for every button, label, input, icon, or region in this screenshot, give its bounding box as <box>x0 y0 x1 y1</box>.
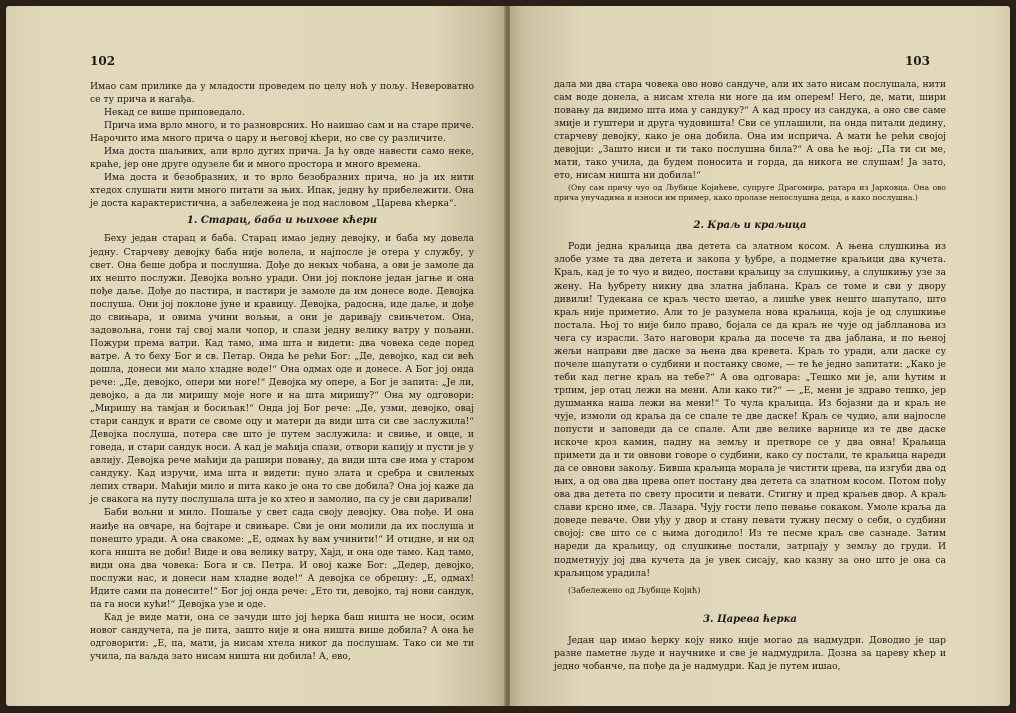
left-page <box>6 6 506 706</box>
source-note: (Ову сам причу чуо од Љубице Којићеве, супруге Драгомира, ратара из Јарковца. Она ово прича унучадима и износи им пример, како пролазе непослушна деца, а како послушна.) <box>554 183 946 203</box>
story-heading: 3. Царева ћерка <box>703 613 797 625</box>
paragraph: дала ми два стара човека ово ново сандуче, али их зато нисам послушала, нити сам воде донела, а нисам хтела ни ноге да им оперем! Него, де, мати, шири повању да видимо шта има у сандуку?“ А кад просу из сандука, а оно све саме змије и гуштери и друга чудовишта! Сви се уплашили, па онда питали дедину, старчеву девојку, како је она добила. Она им исприча. А мати ће рећи својој девојци: „Зашто ниси и ти тако послушна била?“ А ова ће њој: „Па ти си ме, мати, тако учила, да будем поносита и горда, да никога не слушам! Ја зато, ето, нисам ништа ни добила!“ <box>554 79 946 182</box>
paragraph: Има доста шаљивих, али врло дугих прича. Ја ћу овде навести само неке, краће, јер оне друге одузеле би и много простора и много времена. <box>90 146 474 171</box>
paragraph: Кад је виде мати, она се зачуди што јој ћерка баш ништа не носи, осим новог сандучета, па је пита, зашто није и она ништа више добила? А она ће одговорити: „Е, па, мати, ја нисам хтела никог да послушам. Тако си ме ти учила, па ваљда зато нисам ништа ни добила! А, ево, <box>90 611 474 662</box>
paragraph: Један цар имао ћерку коју нико није могао да надмудри. Доводио је цар разне паметне људе и научнике и све је надмудрила. Дозна за цареву кћер и једно чобанче, па пође да је надмудри. Кад је путем ишао, <box>554 634 946 672</box>
paragraph: Прича има врло много, и то разноврсних. Но наишао сам и на старе приче. Нарочито има много прича о цару и његовој кћери, но све су различите. <box>90 120 474 145</box>
right-page-text <box>554 78 946 673</box>
story-heading: 1. Старац, баба и њихове кћери <box>186 215 378 227</box>
paragraph: Има доста и безобразних, и то врло безобразних прича, но ја их нити хтедох слушати нити много питати за њих. Ипак, једну ћу прибележити. Она је доста карактеристична, а забележена је под насловом „Царева кћерка“. <box>90 172 474 210</box>
story-heading: 2. Краљ и краљица <box>693 220 807 232</box>
source-note: (Забележено од Љубице Којић) <box>568 585 701 595</box>
right-page-number: 103 <box>904 54 930 68</box>
left-page-text <box>90 80 474 663</box>
paragraph: Баби вољни и мило. Пошаље у свет сада своју девојку. Ова пође. И она наиђе на овчаре, на бојтаре и свињаре. Сви је они молили да их послуша и понешто уради. А она свакоме: „Е, одмах ћу вам учинити!“ И отидне, и ни од кога ништа не доби! Виде и ова велику ватру, Хајд, и она оде тамо. Кад тамо, види она два човека: Бога и св. Петра. И овој каже Бог: „Дедер, девојко, послужи нас, и донеси нам хладне воде!“ А девојка се обрецну: „Е, одмах! Идите сами па донесите!“ Бог јој онда рече: „Ето ти, девојко, тај нови сандук, па га носи кући!“ Девојка узе и оде. <box>90 507 474 610</box>
paragraph: Имао сам прилике да у младости проведем по целу ноћ у пољу. Невероватно се ту прича и нагађа. <box>90 81 474 106</box>
paragraph: Роди једна краљица два детета са златном косом. А њена слушкиња из злобе узме та два детета и закопа у ђубре, а подметне краљици два кучета. Краљ, кад је то чуо и видео, постави краљицу за слушкињу, а слушкињу узе за жену. На ђубрету никну два златна јаблана. Краљ се томе и сви у двору дивили! Тудекана се краљ често шетао, а лишће увек нешто шапутало, што краљ није приметио. Али то је разумела нова краљица, која је од слушкиње постала. Њој то није било право, бојала се да краљ не чује од јаблланова из чега су израсли. Зато наговори краља да посече та два јаблана, и по њеној жељи направи две даске за њена два кревета. Краљ то уради, али даске су почеле шапутати о судбини и постанку своме, — те ће једно запитати: „Како је теби кад легне краљ на тебе?“ А ова одговара: „Тешко ми је, али ћутим и трпим, јер отац лежи на мени. Али како ти?“ — „Е, мени је здраво тешко, јер душманка наша лежи на мени!“ То чула краљица. Из бојазни да и краљ не чује, измоли од краља да се спале те две даске! Краљ се чудио, али најпосле попусти и заповеди да се спале. Али две велике варнице из те две даске искоче кроз камин, падну на земљу и претворе се у два овна! Краљица примети да и ти овнови говоре о судбини, како су постали, те краљица нареди да се овнови закољу. Бивша краљица морала је чистити црева, па изгуби два од њих, а од ова два црева опет постану два детета са златном косом. Потом пођу ова два детета по свету просити и певати. Стигну и пред краљев двор. А краљ слави крсно име, св. Лазара. Чују гости лепо певање сокаком. Умоле краља да доведе певаче. Ови уђу у двор и стану певати тужну песму о себи, о судбини својој: све што се с њима догодило! Из те песме краљ све сазнаде. Затим нареди да краљицу, од слушкиње постали, затрпају у земљу до груди. И подметнују јој два кучета да је увек сисају, као казну за оно што је она са краљицом урадила! <box>554 241 946 579</box>
right-page <box>510 6 1010 706</box>
paragraph: Некад се више приповедало. <box>104 107 245 119</box>
paragraph: Беху један старац и баба. Старац имао једну девојку, и баба му довела једну. Старчеву девојку баба није волела, и најпосле је отера у службу, у свет. Она беше добра и послушна. Дође до некых чобана, а ови је замоле да их нешто послужи. Девојка вољно уради. Они јој поклоне један јагње и она пође даље. Дође до пастира, и пастири је замоле да им донесе воде. Девојка послуша. Они јој поклоне јуне и кравицу. Девојка, радосна, иде даље, и дође до свињара, и овима учини вољњи, а они је даривају свињчетом. Она, задовољна, гони тај свој мали чопор, и спази једну велику ватру у пољани. Пожури према ватри. Кад тамо, има шта и видети: два човека седе поред ватре. А то беху Бог и св. Петар. Онда ће рећи Бог: „Де, девојко, кад си већ дошла, донеси ми мало хладне воде!“ Она одмах оде и донесе. А Бог јој онда рече: „Де, девојко, опери ми ноге!“ Девојка му опере, а Бог је запита: „Је ли, девојко, а да ли миришу моје ноге и на шта миришу?“ Она му одговори: „Миришу на тамјан и босиљак!“ Онда јој Бог рече: „Де, узми, девојко, овај стари сандук и врати се своме оцу и матери да види шта си све заслужила!“ Девојка послуша, потера све што је путем заслужила: и свиње, и овце, и говеда, и стари сандук носи. А кад је маћија спази, отвори капију и пусти је у авлију. Девојка рече маћији да рашири повању, да види шта све има у старом сандуку. Кад изручи, има шта и видети: пуно злата и сребра и свиленых лепих ствари. Маћији мило и пита како је она то све добила? Она јој каже да је свакога на путу послушала шта је ко хтео и замолио, па су је сви даривали! <box>90 233 474 506</box>
left-page-number: 102 <box>90 54 116 68</box>
